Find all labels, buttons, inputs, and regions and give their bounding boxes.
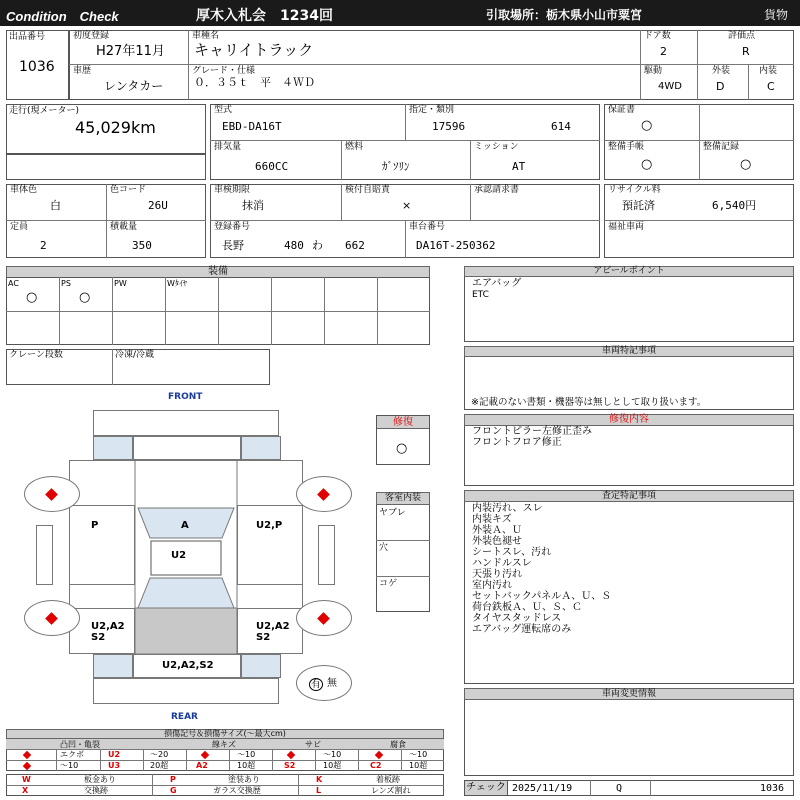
chassis-label: 車台番号 <box>409 222 446 232</box>
lot-number: 1036 <box>19 59 55 75</box>
spare-yes: 有 <box>311 679 321 690</box>
reg-class: 480 <box>284 239 304 252</box>
legend-s2: S2 <box>284 761 296 770</box>
code-k: K <box>316 775 323 784</box>
load-label: 積載量 <box>110 222 138 232</box>
mission-label: ミッション <box>474 142 519 152</box>
doors-label: ドア数 <box>644 31 671 41</box>
legend-group-corrosion: 腐食 <box>390 740 406 749</box>
interior-label: 内装 <box>759 66 778 76</box>
score-label: 評価点 <box>728 31 756 41</box>
grade-label: グレード・仕様 <box>192 66 256 76</box>
front-label: FRONT <box>168 392 203 402</box>
designation-label: 指定・類別 <box>409 105 455 115</box>
legend-c2-size: 10超 <box>409 761 428 770</box>
mark-roof: U2 <box>171 550 187 561</box>
inspection-label: 車検期限 <box>214 185 251 195</box>
service: ○ <box>740 157 752 172</box>
displacement-label: 排気量 <box>214 142 242 152</box>
assess-line: 内装汚れ、スレ <box>472 503 543 514</box>
insurance: × <box>402 199 412 212</box>
chassis: DA16T-250362 <box>416 239 496 252</box>
appeal-line-2: ETC <box>472 290 489 300</box>
reg-kana: わ <box>312 239 323 252</box>
exterior-label: 外装 <box>712 66 731 76</box>
legend-u2: U2 <box>108 750 121 759</box>
code-k-desc: 着板跡 <box>376 775 400 784</box>
brand-label: Condition Check <box>6 9 119 24</box>
legend-c2: C2 <box>370 761 382 770</box>
special-note: ※記載のない書類・機器等は無しとして取り扱います。 <box>471 397 707 408</box>
repair-title: 修復 <box>377 416 429 429</box>
recycle-fee: 6,540円 <box>712 199 757 212</box>
assess-list <box>472 503 611 635</box>
equip-wtire-label: Wﾀｲﾔ <box>167 279 187 288</box>
mark-left-door: P <box>91 520 99 531</box>
assess-line: 内装キズ <box>472 514 512 525</box>
assess-line: タイヤスタッドレス <box>472 613 562 624</box>
code-l: L <box>316 786 322 795</box>
check-lot: 1036 <box>760 783 785 794</box>
legend-s-size: 〜10 <box>323 750 342 759</box>
grade: ０．３５ｔ 平 ４ＷＤ <box>194 76 315 89</box>
equip-pw-label: PW <box>114 279 127 288</box>
recycle-label: リサイクル料 <box>608 185 661 195</box>
history: レンタカー <box>104 79 164 93</box>
code-w-desc: 板金あり <box>84 775 116 784</box>
assess-line: 室内汚れ <box>472 580 512 591</box>
code-p: P <box>170 775 176 784</box>
code-g: G <box>170 786 177 795</box>
cold-label: 冷凍/冷蔵 <box>115 350 155 360</box>
equip-ac-mark: ○ <box>26 290 38 305</box>
equip-ac-label: AC <box>8 279 19 288</box>
model: EBD-DA16T <box>222 120 282 133</box>
displacement: 660CC <box>255 160 289 173</box>
cabin-item-burn: コゲ <box>379 579 398 589</box>
equip-ps-label: PS <box>61 279 71 288</box>
mileage-label: 走行(現メーター) <box>9 106 80 116</box>
assess-line: 天張り汚れ <box>472 569 522 580</box>
first-reg: H27年11月 <box>96 44 165 59</box>
drive-label: 駆動 <box>644 66 663 76</box>
repair-mark: ○ <box>396 441 408 456</box>
code-x-desc: 交換跡 <box>84 786 108 795</box>
change-box <box>464 688 794 776</box>
cabin-title: 客室内装 <box>376 492 430 505</box>
equipment-header: 装備 <box>6 266 430 278</box>
capacity-label: 定員 <box>10 222 29 232</box>
legend-u3-size: 20超 <box>150 761 169 770</box>
lot-label: 出品番号 <box>9 32 46 42</box>
welfare-label: 福祉車両 <box>608 222 645 232</box>
spare-no: 無 <box>327 678 337 689</box>
reg-area: 長野 <box>222 239 244 252</box>
car-name: キャリイトラック <box>194 41 314 59</box>
code-w: W <box>22 775 31 784</box>
legend-group-scratch: 線キズ <box>212 740 236 749</box>
assess-line: セットバックパネルＡ、Ｕ、Ｓ <box>472 591 612 602</box>
load: 350 <box>132 239 152 252</box>
legend-dimple: エクボ <box>60 750 84 759</box>
legend-c-size: 〜10 <box>409 750 428 759</box>
equip-ps-mark: ○ <box>79 290 91 305</box>
manual-label: 整備手帳 <box>608 142 645 152</box>
manual: ○ <box>641 157 653 172</box>
cabin-item-hole: 穴 <box>379 543 389 553</box>
first-reg-label: 初度登録 <box>73 31 110 41</box>
category-label: 貨物 <box>764 8 789 22</box>
inspection: 抹消 <box>242 199 264 212</box>
mileage: 45,029km <box>75 118 156 137</box>
check-q: Q <box>616 783 623 794</box>
crane-label: クレーン段数 <box>9 350 63 360</box>
fuel: ｶﾞｿﾘﾝ <box>382 160 410 173</box>
appeal-title: アピールポイント <box>464 266 794 277</box>
cabin-item-tear: ヤブレ <box>379 508 406 518</box>
category-no: 614 <box>551 120 571 133</box>
repair-box <box>376 415 430 465</box>
legend-group-rust: サビ <box>305 740 321 749</box>
reg-no-label: 登録番号 <box>214 222 251 232</box>
legend-s2-size: 10超 <box>323 761 342 770</box>
score: R <box>742 45 750 58</box>
change-title: 車両変更情報 <box>464 688 794 700</box>
check-date: 2025/11/19 <box>512 783 573 794</box>
history-label: 車歴 <box>73 66 92 76</box>
assess-line: 外装Ａ、Ｕ <box>472 525 522 536</box>
service-label: 整備記録 <box>703 142 740 152</box>
drive: 4WD <box>658 81 682 92</box>
exterior: D <box>716 80 725 93</box>
interior: C <box>767 80 775 93</box>
color: 白 <box>50 199 61 212</box>
warranty: ○ <box>641 118 653 133</box>
color-code-label: 色コード <box>110 185 147 195</box>
spare-tire-circle <box>296 665 352 701</box>
rear-label: REAR <box>171 712 198 722</box>
code-l-desc: レンズ割れ <box>371 786 411 795</box>
assess-line: ハンドルスレ <box>472 558 532 569</box>
approval-label: 承認請求書 <box>474 185 520 195</box>
code-g-desc: ガラス交換歴 <box>213 786 261 795</box>
designation: 17596 <box>432 120 466 133</box>
fuel-label: 燃料 <box>345 142 364 152</box>
repair-detail-title: 修復内容 <box>464 414 794 426</box>
code-x: X <box>22 786 29 795</box>
model-label: 型式 <box>214 105 233 115</box>
car-name-label: 車種名 <box>192 31 220 41</box>
color-label: 車体色 <box>10 185 38 195</box>
legend-a2-size: 10超 <box>237 761 256 770</box>
mark-left-rear: U2,A2 S2 <box>91 621 125 643</box>
warranty-label: 保証書 <box>608 105 636 115</box>
capacity: 2 <box>40 239 47 252</box>
reg-num: 662 <box>345 239 365 252</box>
legend-dent-small: 〜10 <box>60 761 79 770</box>
appeal-line-1: エアバッグ <box>472 278 522 289</box>
legend-group-dent: 凸凹・亀裂 <box>60 740 100 749</box>
legend-a2: A2 <box>196 761 208 770</box>
repair-detail-line-2: フロントフロア修正 <box>472 437 562 448</box>
insurance-label: 検付自賠責 <box>345 185 391 195</box>
special-title: 車両特記事項 <box>464 346 794 357</box>
repair-detail-line-1: フロントピラー左修正歪み <box>472 426 592 437</box>
assess-line: 荷台鉄板Ａ、Ｕ、Ｓ、Ｃ <box>472 602 582 613</box>
check-label: チェック <box>464 780 508 796</box>
legend-title: 損傷記号＆損傷サイズ(〜最大cm) <box>6 729 444 739</box>
mark-right-door: U2,P <box>256 520 283 531</box>
mark-windshield: A <box>181 520 189 531</box>
assess-line: 外装色褪せ <box>472 536 522 547</box>
recycle-status: 預託済 <box>622 199 655 212</box>
doors: 2 <box>660 45 667 58</box>
legend-a-size: 〜10 <box>237 750 256 759</box>
assess-line: エアバッグ運転席のみ <box>472 624 572 635</box>
mission: AT <box>512 160 526 173</box>
code-p-desc: 塗装あり <box>228 775 260 784</box>
assess-line: シートスレ、汚れ <box>472 547 552 558</box>
legend-u2-size: 〜20 <box>150 750 169 759</box>
pickup-location: 引取場所：栃木県小山市粟宮 <box>486 8 643 22</box>
legend-u3: U3 <box>108 761 121 770</box>
mark-rear-bumper: U2,A2,S2 <box>162 660 214 671</box>
color-code: 26U <box>148 199 168 212</box>
assess-title: 査定特記事項 <box>464 490 794 502</box>
mark-right-rear: U2,A2 S2 <box>256 621 290 643</box>
auction-name: 厚木入札会 1234回 <box>196 8 333 24</box>
